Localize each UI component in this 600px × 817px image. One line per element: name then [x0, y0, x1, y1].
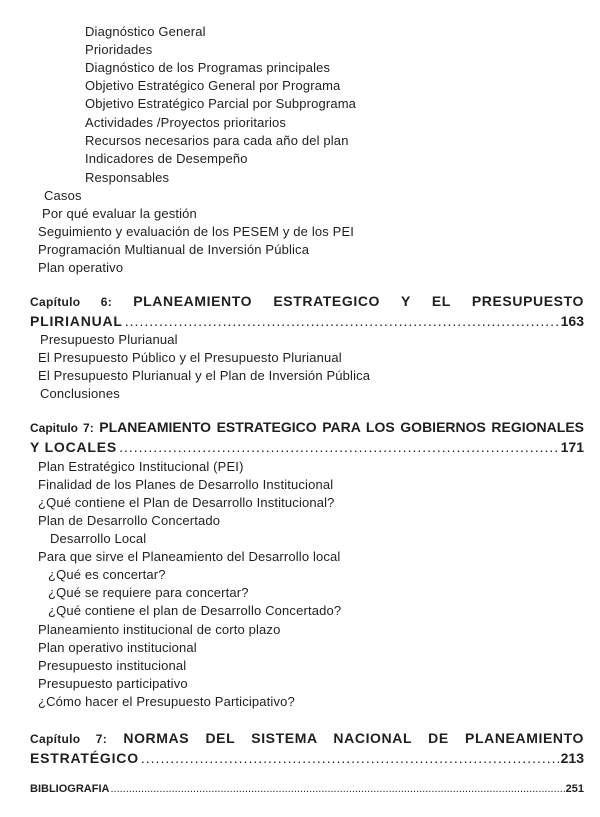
chapter-7a-title: PLANEAMIENTO ESTRATEGICO PARA LOS GOBIERNOS REGIONALES	[99, 419, 584, 435]
chapter-7b-heading	[30, 729, 584, 768]
toc-item: Plan operativo	[38, 260, 124, 275]
chapter-7b-title-cont: ESTRATÉGICO	[30, 750, 139, 766]
toc-item: ¿Qué es concertar?	[48, 567, 166, 582]
chapter-7a-title-cont: Y LOCALES	[30, 439, 118, 455]
toc-item: Desarrollo Local	[50, 531, 147, 546]
toc-item: Plan de Desarrollo Concertado	[38, 513, 221, 528]
chapter-6-title-line2	[30, 312, 584, 331]
toc-item: El Presupuesto Plurianual y el Plan de Inversión Pública	[38, 368, 371, 383]
toc-item: Finalidad de los Planes de Desarrollo Institucional	[38, 477, 334, 492]
chapter-6-title: PLANEAMIENTO ESTRATEGICO Y EL PRESUPUESTO	[133, 293, 584, 309]
toc-item: Diagnóstico General	[85, 24, 206, 39]
toc-item: Actividades /Proyectos prioritarios	[85, 115, 287, 130]
toc-item: Responsables	[85, 170, 170, 185]
toc-item: Planeamiento institucional de corto plazo	[38, 622, 281, 637]
toc-item: ¿Qué contiene el Plan de Desarrollo Institucional?	[38, 495, 335, 510]
chapter-6-title-cont: PLIRIANUAL	[30, 313, 123, 329]
toc-item: Plan operativo institucional	[38, 640, 197, 655]
bibliography-page-number: 251	[565, 783, 584, 795]
toc-item: Conclusiones	[40, 386, 120, 401]
chapter-7b-label: Capítulo 7:	[30, 732, 108, 746]
bibliography-entry	[30, 783, 584, 795]
toc-item: ¿Qué se requiere para concertar?	[48, 585, 249, 600]
bibliography-label: BIBLIOGRAFIA	[30, 783, 110, 795]
toc-item: Casos	[44, 188, 82, 203]
toc-item: Programación Multianual de Inversión Pública	[38, 242, 310, 257]
chapter-6-label: Capítulo 6:	[30, 295, 112, 309]
leader-dots	[119, 438, 559, 457]
toc-item: ¿Cómo hacer el Presupuesto Participativo?	[38, 694, 295, 709]
toc-item: Para que sirve el Planeamiento del Desarrollo local	[38, 549, 341, 564]
chapter-7b-title-line1	[30, 729, 584, 749]
toc-item: Plan Estratégico Institucional (PEI)	[38, 459, 244, 474]
toc-item: El Presupuesto Público y el Presupuesto Plurianual	[38, 350, 342, 365]
chapter-6-heading	[30, 292, 584, 331]
leader-dots	[110, 783, 564, 795]
toc-item: Recursos necesarios para cada año del plan	[85, 133, 349, 148]
toc-item: Presupuesto participativo	[38, 676, 188, 691]
chapter-7b-title: NORMAS DEL SISTEMA NACIONAL DE PLANEAMIENTO	[123, 730, 584, 746]
toc-item: Seguimiento y evaluación de los PESEM y de los PEI	[38, 224, 355, 239]
chapter-6-title-line1	[30, 292, 584, 312]
toc-item: Presupuesto Plurianual	[40, 332, 178, 347]
chapter-7a-title-line1	[30, 418, 584, 438]
toc-item: Objetivo Estratégico General por Programa	[85, 78, 341, 93]
toc-item: ¿Qué contiene el plan de Desarrollo Concertado?	[48, 603, 342, 618]
chapter-7a-page-number: 171	[560, 439, 584, 455]
toc-item: Prioridades	[85, 42, 153, 57]
leader-dots	[125, 312, 559, 331]
chapter-7a-title-line2	[30, 438, 584, 457]
chapter-6-page-number: 163	[560, 313, 584, 329]
chapter-7b-page-number: 213	[560, 750, 584, 766]
toc-item: Diagnóstico de los Programas principales	[85, 60, 331, 75]
toc-item: Objetivo Estratégico Parcial por Subprograma	[85, 96, 357, 111]
toc-item: Por qué evaluar la gestión	[42, 206, 197, 221]
chapter-7a-heading	[30, 418, 584, 457]
toc-item: Presupuesto institucional	[38, 658, 187, 673]
toc-item: Indicadores de Desempeño	[85, 151, 248, 166]
chapter-7b-title-line2	[30, 749, 584, 768]
leader-dots	[141, 749, 559, 768]
chapter-7a-label: Capitulo 7:	[30, 421, 94, 435]
